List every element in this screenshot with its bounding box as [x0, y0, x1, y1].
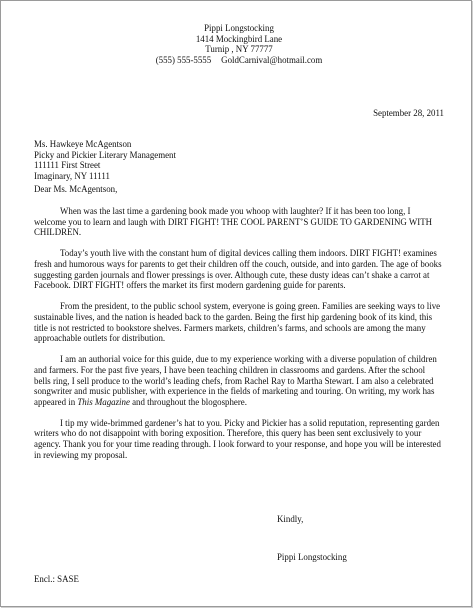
sender-city: Turnip , NY 77777: [205, 44, 273, 55]
sender-name: Pippi Longstocking: [204, 23, 274, 33]
letter-date: September 28, 2011: [373, 108, 444, 118]
sender-email: GoldCarnival@hotmail.com: [221, 54, 323, 65]
sender-phone: (555) 555-5555: [155, 54, 212, 65]
credentials-ending: and throughout the blogosphere.: [132, 396, 247, 407]
enclosure-note: Encl.: SASE: [34, 574, 79, 584]
sender-street: 1414 Mockingbird Lane: [195, 33, 283, 44]
recipient-name: Ms. Hawkeye McAgentson: [34, 139, 132, 149]
credentials-text: I am an authorial voice for this guide, due to my experience working with a diverse population of children and farmers. For the past five years, I have been teaching children in classrooms and gardens. After the school bells ring, I sell produce to the world’s leading chefs, from Rachel Ray to Martha Stewart. I am also a celebrated songwriter and music publisher, with experience in the fields of marketing and touring. On writing, my work has appeared in: [34, 354, 437, 407]
paragraph-premise: Today’s youth live with the constant hum of digital devices calling them indoors. DIRT FIGHT! examines fresh and humorous ways for parents to get their children off the couch, outside, and into garden. The age of books suggesting garden journals and flower pressings is over. Although cute, these dusty ideas can’t shake a carrot at Facebook. DIRT FIGHT! offers the market its first modern gardening guide for parents.: [34, 248, 442, 291]
complimentary-close: Kindly,: [277, 514, 304, 524]
sender-contact-line: [34, 55, 444, 66]
paragraph-credentials: [34, 354, 442, 407]
sender-address-block: [34, 23, 444, 65]
letter-body: [34, 206, 442, 471]
recipient-city: Imaginary, NY 11111: [34, 170, 110, 181]
paragraph-closing: I tip my wide-brimmed gardener’s hat to you. Picky and Pickier has a solid reputation, representing garden writers who do not disappoint with boring exposition. Therefore, this query has been sent exclusively to your agency. Thank you for your time reading through. I look forward to your response, and hope you will be interested in reviewing my proposal.: [34, 417, 441, 460]
salutation: Dear Ms. McAgentson,: [34, 184, 118, 194]
paragraph-market: From the president, to the public school system, everyone is going green. Families are seeking ways to live sustainable lives, and the nation is headed back to the garden. Being the first hip gardening book of its kind, this title is not restricted to bookstore shelves. Farmers markets, children’s farms, and schools are among the many approachable outlets for distribution.: [34, 301, 441, 344]
recipient-address-block: [34, 139, 176, 181]
signature-name: Pippi Longstocking: [277, 552, 347, 562]
magazine-title: This Magazine: [77, 396, 130, 407]
recipient-street: 111111 First Street: [34, 160, 101, 171]
paragraph-hook: When was the last time a gardening book made you whoop with laughter? If it has been too long, I welcome you to learn and laugh with DIRT FIGHT! THE COOL PARENT’S GUIDE TO GARDENING WITH CHILDREN.: [34, 206, 433, 238]
recipient-company: Picky and Pickier Literary Management: [34, 149, 176, 160]
